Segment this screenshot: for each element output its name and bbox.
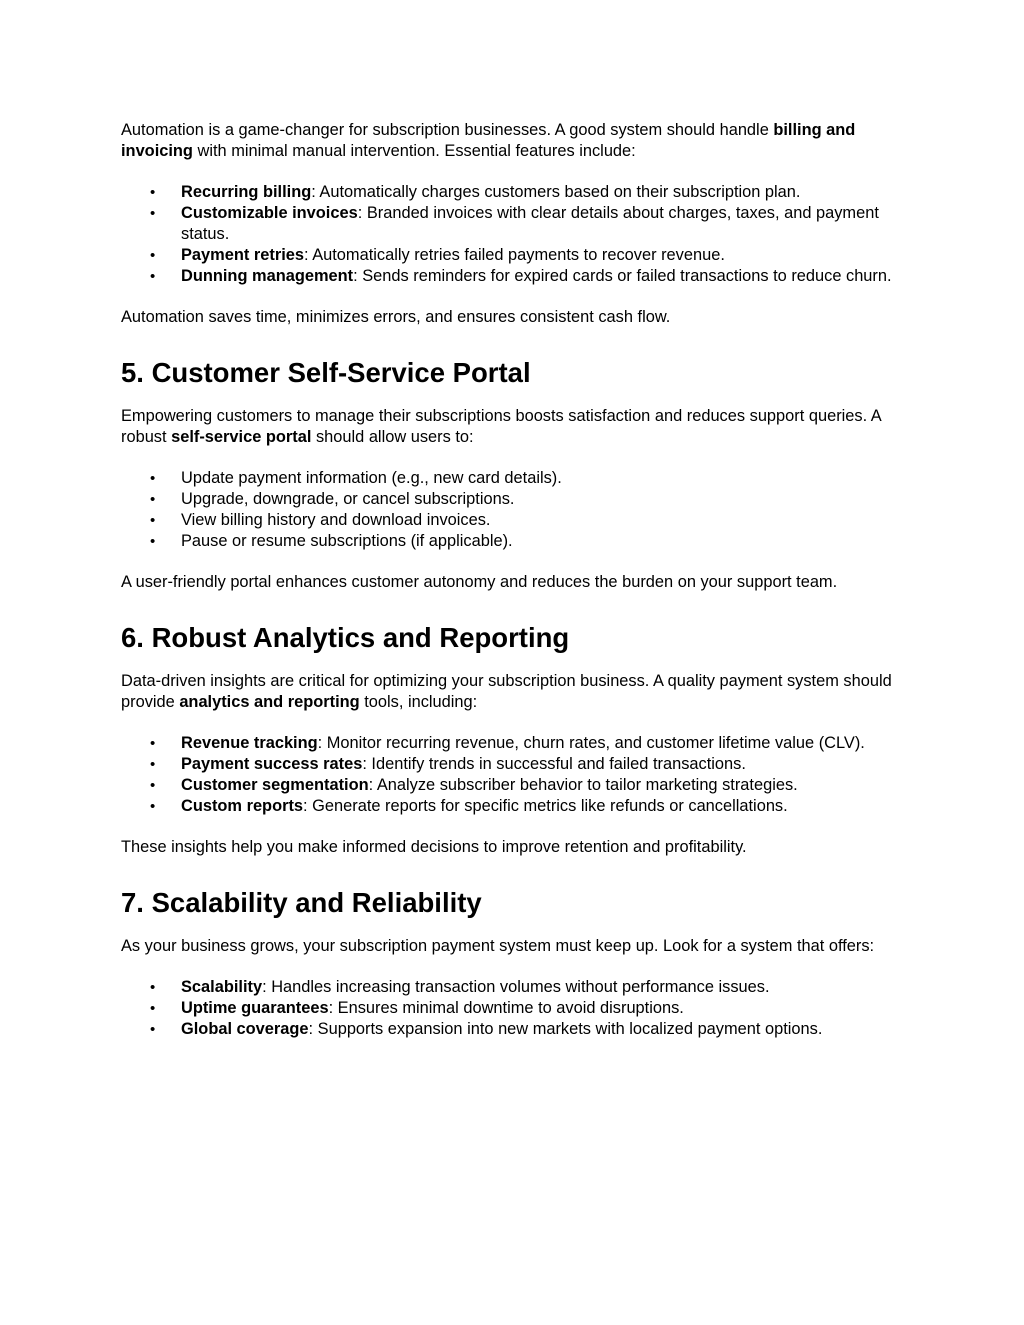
list-item-description: : Identify trends in successful and failed transactions. <box>362 755 746 773</box>
section-heading-6: 6. Robust Analytics and Reporting <box>121 622 570 653</box>
automation-feature-list <box>121 182 911 287</box>
intro-paragraph <box>121 120 911 162</box>
list-item-term: Payment retries <box>181 246 304 264</box>
list-item <box>121 796 911 817</box>
list-item-term: Customer segmentation <box>181 776 369 794</box>
section6-text-2: tools, including: <box>359 693 478 711</box>
list-item <box>121 998 911 1019</box>
list-item <box>121 977 911 998</box>
list-item-term: Customizable invoices <box>181 204 358 222</box>
list-item-description: : Sends reminders for expired cards or failed transactions to reduce churn. <box>353 267 892 285</box>
intro-text-2: with minimal manual intervention. Essential features include: <box>192 142 636 160</box>
list-item: • Upgrade, downgrade, or cancel subscriptions. <box>121 489 911 510</box>
analytics-feature-list <box>121 733 911 817</box>
section5-bold-phrase: self-service portal <box>171 428 312 446</box>
section5-paragraph <box>121 406 911 448</box>
list-item-term: Revenue tracking <box>181 734 318 752</box>
list-item <box>121 1019 911 1040</box>
list-item: • Update payment information (e.g., new card details). <box>121 468 911 489</box>
list-item-term: Uptime guarantees <box>181 999 329 1017</box>
intro-closing: Automation saves time, minimizes errors, and ensures consistent cash flow. <box>121 308 671 326</box>
document-page <box>121 120 911 1040</box>
list-item <box>121 754 911 775</box>
list-item <box>121 266 911 287</box>
section5-text-1: Empowering customers to manage their subscriptions boosts satisfaction and reduces support queries. A robust <box>121 407 881 446</box>
list-item-term: Payment success rates <box>181 755 363 773</box>
list-item-description: : Analyze subscriber behavior to tailor marketing strategies. <box>368 776 798 794</box>
section6-text-1: Data-driven insights are critical for optimizing your subscription business. A quality payment system should provide <box>121 672 892 711</box>
list-item-term: Custom reports <box>181 797 304 815</box>
list-item <box>121 245 911 266</box>
section7-paragraph: As your business grows, your subscription payment system must keep up. Look for a system that offers: <box>121 937 875 955</box>
list-item-description: : Generate reports for specific metrics like refunds or cancellations. <box>303 797 788 815</box>
list-item-term: Scalability <box>181 978 263 996</box>
list-item-term: Recurring billing <box>181 183 312 201</box>
list-item <box>121 203 911 245</box>
section-heading-5: 5. Customer Self-Service Portal <box>121 357 531 388</box>
list-item: • View billing history and download invoices. <box>121 510 911 531</box>
section5-text-2: should allow users to: <box>311 428 474 446</box>
portal-feature-list <box>121 468 911 552</box>
scalability-feature-list <box>121 977 911 1040</box>
list-item-description: : Automatically retries failed payments to recover revenue. <box>304 246 725 264</box>
list-item: • Pause or resume subscriptions (if applicable). <box>121 531 911 552</box>
list-item-term: Global coverage <box>181 1020 309 1038</box>
list-item <box>121 775 911 796</box>
section6-closing: These insights help you make informed decisions to improve retention and profitability. <box>121 838 747 856</box>
section6-paragraph <box>121 671 911 713</box>
list-item-description: : Handles increasing transaction volumes without performance issues. <box>262 978 770 996</box>
section5-closing: A user-friendly portal enhances customer autonomy and reduces the burden on your support team. <box>121 573 838 591</box>
list-item-description: : Branded invoices with clear details about charges, taxes, and payment status. <box>181 204 879 243</box>
list-item-description: : Supports expansion into new markets with localized payment options. <box>308 1020 823 1038</box>
list-item <box>121 733 911 754</box>
intro-text-1: Automation is a game-changer for subscription businesses. A good system should handle <box>121 121 774 139</box>
list-item-description: : Automatically charges customers based on their subscription plan. <box>311 183 801 201</box>
list-item-term: Dunning management <box>181 267 354 285</box>
section6-bold-phrase: analytics and reporting <box>179 693 360 711</box>
list-item-description: : Monitor recurring revenue, churn rates, and customer lifetime value (CLV). <box>317 734 865 752</box>
section-heading-7: 7. Scalability and Reliability <box>121 887 482 918</box>
list-item <box>121 182 911 203</box>
list-item-description: : Ensures minimal downtime to avoid disruptions. <box>328 999 684 1017</box>
intro-bold-phrase: billing and invoicing <box>121 121 856 160</box>
